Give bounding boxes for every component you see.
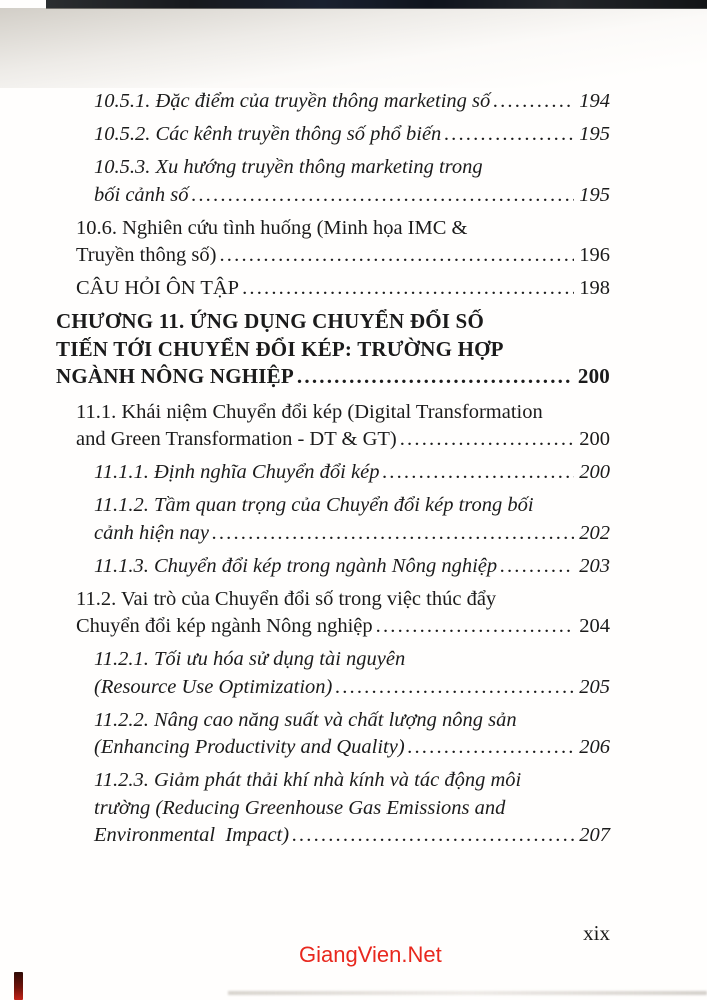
toc-entry-page-number: 204 — [579, 615, 610, 637]
toc-line — [0, 586, 610, 614]
toc-line-text: 11.1.1. Định nghĩa Chuyển đổi kép — [94, 461, 380, 483]
toc-line — [0, 399, 610, 427]
toc-line-text: trường (Reducing Greenhouse Gas Emissions and — [94, 796, 506, 819]
toc-line-text: Truyền thông số) — [76, 244, 217, 266]
page-number: xix — [583, 921, 610, 945]
toc-entry[interactable] — [0, 88, 610, 116]
toc-line — [0, 520, 610, 548]
toc-entry[interactable] — [0, 215, 610, 270]
toc-entry-page-number: 205 — [579, 675, 610, 698]
toc-entry[interactable] — [0, 399, 610, 454]
watermark-link[interactable]: GiangVien.Net — [299, 942, 442, 967]
scan-artifact-red-strip — [14, 972, 23, 1000]
toc-line — [0, 795, 610, 823]
toc-line-text: 11.2.2. Nâng cao năng suất và chất lượng nông sản — [94, 708, 517, 731]
dot-leader — [212, 520, 574, 548]
toc-entry[interactable] — [0, 646, 610, 701]
toc-line-text: 11.1. Khái niệm Chuyển đổi kép (Digital Transformation — [76, 400, 543, 423]
toc-entry-page-number: 206 — [579, 736, 610, 758]
dot-leader — [400, 426, 575, 454]
toc-line-text: 11.2.1. Tối ưu hóa sử dụng tài nguyên — [94, 648, 406, 670]
toc-line-text: bối cảnh số — [94, 183, 189, 206]
toc-line — [0, 734, 610, 762]
toc-entry-page-number: 198 — [579, 277, 610, 299]
toc-line — [0, 492, 610, 520]
dot-leader — [242, 275, 574, 303]
toc-line — [0, 674, 610, 702]
toc-entry-page-number: 195 — [579, 183, 610, 206]
dot-leader — [297, 363, 573, 391]
toc-entry-page-number: 207 — [579, 824, 610, 846]
toc-line — [0, 308, 610, 336]
dot-leader — [382, 459, 574, 487]
toc-line-text: 11.2.3. Giảm phát thải khí nhà kính và tác động môi — [94, 769, 522, 791]
toc-line — [0, 767, 610, 795]
toc-entry-page-number: 196 — [579, 244, 610, 266]
toc-line-text: 11.1.3. Chuyển đổi kép trong ngành Nông nghiệp — [94, 554, 498, 577]
toc-entry[interactable] — [0, 707, 610, 762]
toc-line-text: CÂU HỎI ÔN TẬP — [76, 277, 240, 299]
toc-entry-page-number: 195 — [579, 123, 610, 145]
toc-line-text: TIẾN TỚI CHUYỂN ĐỔI KÉP: TRƯỜNG HỢP — [56, 336, 504, 361]
toc-entry[interactable] — [0, 308, 610, 391]
toc-entry[interactable] — [0, 154, 610, 209]
scan-artifact-bottom-edge — [228, 991, 707, 995]
toc-entry[interactable] — [0, 492, 610, 547]
toc-entry-page-number: 194 — [579, 90, 610, 112]
toc-line-text: NGÀNH NÔNG NGHIỆP — [56, 364, 294, 388]
toc-line — [0, 822, 610, 850]
toc-line-text: cảnh hiện nay — [94, 521, 209, 544]
dot-leader — [444, 121, 574, 149]
toc-entry[interactable] — [0, 121, 610, 149]
toc-entry[interactable] — [0, 767, 610, 850]
toc-entry-page-number: 200 — [579, 461, 610, 483]
toc-line-text: Chuyển đổi kép ngành Nông nghiệp — [76, 615, 373, 637]
toc-line — [0, 553, 610, 581]
toc-line-text: CHƯƠNG 11. ỨNG DỤNG CHUYỂN ĐỔI SỐ — [56, 309, 484, 333]
scan-artifact-top-shadow — [0, 8, 707, 88]
toc-line — [0, 363, 610, 391]
dot-leader — [408, 734, 575, 762]
dot-leader — [500, 553, 574, 581]
toc-line — [0, 275, 610, 303]
toc-line-text: 10.5.2. Các kênh truyền thông số phổ biến — [94, 123, 442, 145]
toc-line-text: 11.1.2. Tầm quan trọng của Chuyển đổi kép trong bối — [94, 494, 534, 516]
toc-line-text: (Resource Use Optimization) — [94, 675, 333, 698]
dot-leader — [219, 242, 574, 270]
dot-leader — [335, 674, 574, 702]
toc-line-text: and Green Transformation - DT & GT) — [76, 428, 397, 450]
toc-line — [0, 646, 610, 674]
toc-line — [0, 336, 610, 364]
toc-entry-page-number: 200 — [579, 428, 610, 450]
toc-line-text: 10.5.3. Xu hướng truyền thông marketing trong — [94, 156, 483, 178]
toc-line — [0, 707, 610, 735]
dot-leader — [376, 613, 575, 641]
toc-line-text: 11.2. Vai trò của Chuyển đổi số trong việc thúc đẩy — [76, 587, 497, 610]
toc-line — [0, 88, 610, 116]
toc-line — [0, 182, 610, 210]
toc-line — [0, 242, 610, 270]
toc-entry-page-number: 203 — [579, 554, 610, 577]
dot-leader — [493, 88, 574, 116]
dot-leader — [292, 822, 574, 850]
toc-line — [0, 459, 610, 487]
scan-artifact-top-bar — [46, 0, 707, 9]
toc-entry-page-number: 200 — [577, 364, 610, 388]
toc-line — [0, 121, 610, 149]
toc-entry[interactable] — [0, 275, 610, 303]
table-of-contents — [0, 88, 610, 855]
toc-line-text: 10.5.1. Đặc điểm của truyền thông marketing số — [94, 90, 491, 112]
toc-entry-page-number: 202 — [579, 521, 610, 544]
dot-leader — [192, 182, 575, 210]
toc-entry[interactable] — [0, 553, 610, 581]
toc-line-text: 10.6. Nghiên cứu tình huống (Minh họa IMC & — [76, 216, 468, 239]
toc-line-text: Environmental Impact) — [94, 824, 290, 846]
toc-line — [0, 613, 610, 641]
toc-line-text: (Enhancing Productivity and Quality) — [94, 736, 405, 758]
toc-line — [0, 154, 610, 182]
toc-line — [0, 215, 610, 243]
toc-line — [0, 426, 610, 454]
toc-entry[interactable] — [0, 459, 610, 487]
toc-entry[interactable] — [0, 586, 610, 641]
